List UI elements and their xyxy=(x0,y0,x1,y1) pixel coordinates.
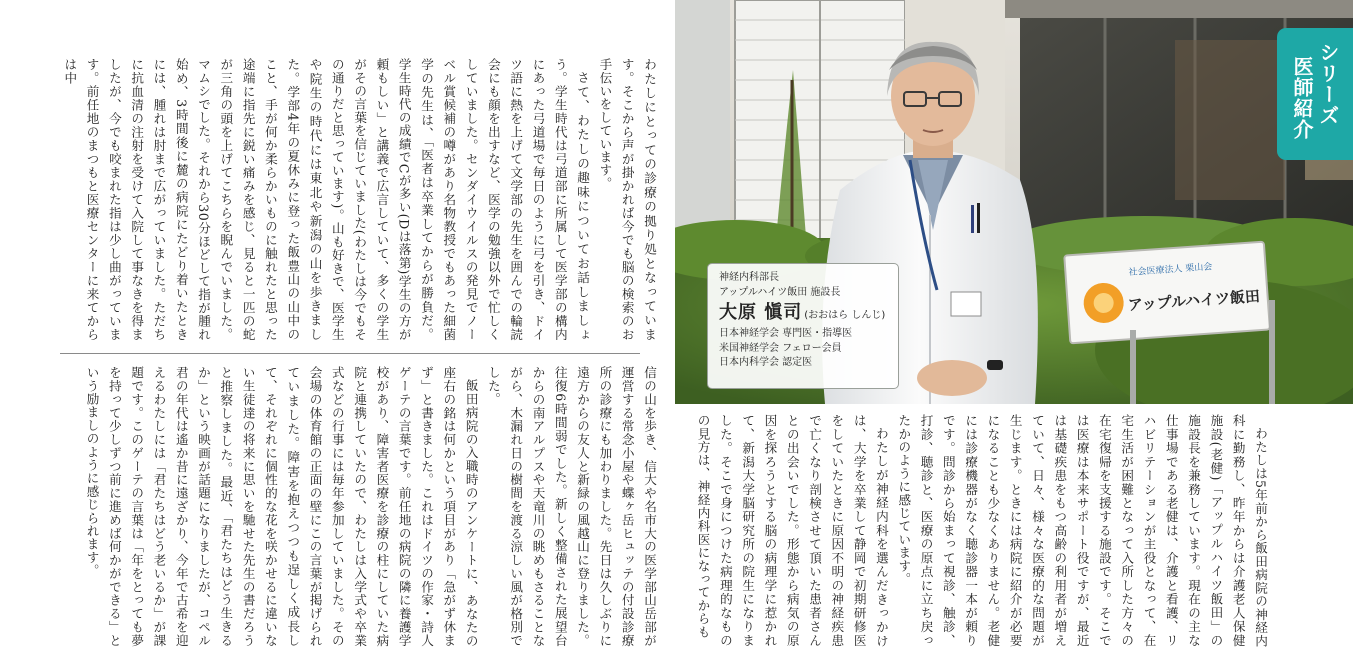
profile-credential: 日本内科学会 認定医 xyxy=(719,357,813,368)
sign-small-text: 社会医療法人 栗山会 xyxy=(1128,262,1213,279)
article-paragraph: 飯田病院の入職時のアンケートに、あなたの座右の銘は何かという項目があり「急がず休まず」と書きました。これはドイツの作家・詩人ゲーテの言葉です。前任地の病院の隣に養護学校があり、障害者医療を診療の柱にしていた病院と連携していたので、わたしは入学式や卒業式などの行事には毎年参加していました。その会場の体育館の正面の壁にこの言葉が掲げられていました。障害を抱えつつも逞しく成長して、それぞれに個性的な花を咲かせるに違いない生徒達の将来に思いを馳せた先生の書だろうと推察しました。最近、「君たちはどう生きるか」という映画が話題になりましたが、コペル君の年代は遙か昔に遠ざかり、今年で古希を迎えるわたしには「君たちはどう老いるか」が課題です。このゲーテの言葉は「年をとっても夢を持って少しずつ前に進めば何かができる」という励ましのように感じられます。 xyxy=(84,366,479,647)
series-badge xyxy=(1277,28,1353,160)
profile-facility-role: アップルハイツ飯田 施設長 xyxy=(719,287,841,298)
article-column-left-bottom xyxy=(58,366,660,647)
sign-main-text: アップルハイツ飯田 xyxy=(1127,287,1261,315)
article-paragraph: わたしは5年前から飯田病院の神経内科に勤務し、昨年からは介護老人保健施設(老健)「アップルハイツ飯田」の施設長を兼務しています。現在の主な仕事場である老健は、介護と看護、リハビリテーションが主役となって、在宅生活が困難となって入所した方々の在宅復帰を支援する施設です。そこでは医療は本来サポート役ですが、最近は基礎疾患をもつ高齢の利用者が増えていて、日々、様々な医療的な問題が生じます。ときには病院に紹介が必要になることも少なくありません。老健には診療機器がなく聴診器一本が頼りです。問診から始まって視診、触診、打診、聴診と、医療の原点に立ち戻ったかのように感じています。 xyxy=(896,414,1268,647)
article-paragraph: わたしが神経内科を選んだきっかけは、大学を卒業して静岡で初期研修医をしていたときに原因不明の神経疾患で亡くなり剖検させて頂いた患者さんとの出会いでした。形態から病気の原因を探ろうとする脳の病理学に惹かれて、新潟大学脳研究所の院生になりました。そこで身につけた病理的なものの見方は、神経内科医になってからも xyxy=(695,414,889,647)
profile-caption xyxy=(707,263,899,389)
column-divider xyxy=(60,353,640,354)
series-title: シリーズ xyxy=(1316,42,1340,126)
profile-name-reading: (おおはら しんじ) xyxy=(804,310,886,321)
article-paragraph: わたしにとっての診療の拠り処となっています。そこから声が掛かれば今でも脳の検索のお手伝いをしています。 xyxy=(597,58,657,341)
profile-name: 大原 愼司 xyxy=(719,302,803,323)
profile-credential: 米国神経学会 フェロー会員 xyxy=(719,342,842,354)
article-paragraph: 信の山を歩き、信大や名市大の医学部山岳部が運営する常念小屋や蝶ヶ岳ヒュッテの付設診療所の診療にも加わりました。先日は久しぶりに遠方からの友人と新緑の風越山に登りました。往復6時間弱でした。新しく整備された展望台からの南アルプスや天竜川の眺めもさることながら、木漏れ日の樹間を渡る涼しい風が格別でした。 xyxy=(485,366,657,647)
profile-position: 神経内科部長 xyxy=(719,272,779,283)
article-column-right xyxy=(693,414,1271,647)
article-column-left-top xyxy=(58,58,660,341)
article-paragraph: さて、わたしの趣味についてお話しましょう。学生時代は弓道部に所属して医学部の構内にあった弓道場で毎日のように弓を引き、ドイツ語に熱を上げて文学部の先生を囲んでの輪読会にも顔を出すなど、医学の勉強以外で忙しくしていました。センダイウイルスの発見でノーベル賞候補の噂があり名物教授でもあった細菌学の先生は、「医者は卒業してからが勝負だ。学生時代の成績でCが多い(Dは落第)学生の方が頼もしい」と講義で広言していて、多くの学生がその言葉を信じていました(わたしは今でもその通りだと思っています)。山も好きで、医学生や院生の時代には東北や新潟の山を歩きました。学部4年の夏休みに登った飯豊山の山中のこと、手が何か柔らかいものに触れたと思った途端に指先に鋭い痛みを感じ、見ると一匹の蛇が三角の頭を上げてこちらを睨んでいました。マムシでした。それから30分ほどして指が腫れ始め、3時間後に麓の病院にたどり着いたときには、腫れは肘まで広がっていました。ただちに抗血清の注射を受けて入院して事なきを得ましたが、今でも咬まれた指は少し曲がっています。前任地のまつもと医療センターに来てからは中 xyxy=(62,58,591,341)
left-page xyxy=(0,0,664,647)
series-subtitle: 医師紹介 xyxy=(1290,56,1314,140)
profile-credential: 日本神経学会 専門医・指導医 xyxy=(719,328,853,339)
profile-name-row xyxy=(719,302,890,324)
